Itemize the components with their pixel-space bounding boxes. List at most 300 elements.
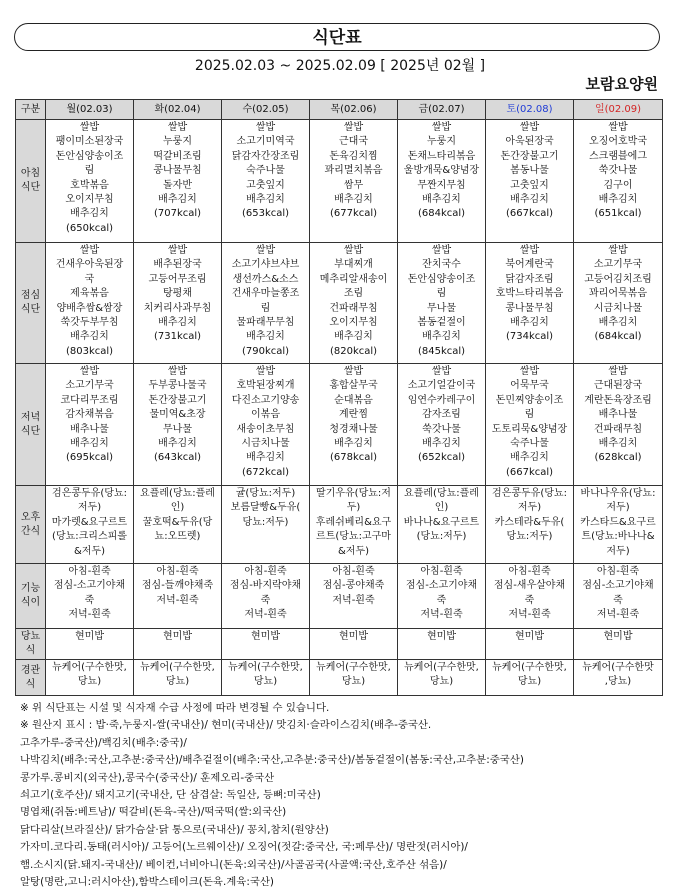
menu-item: 무나물: [163, 423, 192, 435]
menu-item: 현미밥: [163, 631, 192, 642]
menu-cell: [134, 486, 222, 564]
menu-item: 쌀밥: [608, 366, 628, 377]
row-label-text: 식: [25, 645, 36, 656]
menu-item: 호박느타리볶음: [495, 288, 564, 300]
menu-item: 점심-소고기야채: [582, 580, 654, 592]
menu-item: 바나나&요구르트: [403, 516, 480, 528]
row-label-text: 오후: [20, 511, 41, 523]
menu-item: 오이지무침: [329, 317, 378, 329]
menu-item: 돈육김치찜: [329, 150, 378, 162]
menu-item: 죽: [84, 594, 95, 606]
menu-item: (684kcal): [417, 208, 466, 220]
menu-item: (731kcal): [153, 331, 202, 343]
menu-item: 건새우아욱된장: [55, 259, 124, 271]
note-line: ※ 위 식단표는 시설 및 식자재 수급 사정에 따라 변경될 수 있습니다.: [20, 702, 330, 714]
menu-item: (당뇨:저두): [416, 531, 467, 543]
menu-item: 배추김치: [598, 194, 638, 206]
menu-cell: [310, 564, 398, 629]
menu-cell: [46, 629, 134, 660]
meal-row-breakfast: [16, 120, 663, 243]
meal-row-diabetic: [16, 629, 663, 660]
menu-item: (652kcal): [417, 452, 466, 464]
notes-section: [20, 700, 670, 891]
menu-item: (820kcal): [329, 345, 378, 357]
menu-item: 고춧잎지: [246, 179, 285, 191]
menu-item: 청경채나물: [329, 423, 378, 435]
menu-item: 코다리무조림: [60, 394, 119, 406]
menu-item: 돈안심양송이조: [407, 273, 476, 285]
menu-item: 뉴케어(구수한맛,: [404, 662, 479, 673]
menu-item: 쌀밥: [255, 245, 276, 256]
menu-item: 쑥갓나물: [422, 423, 461, 435]
meal-row-dinner: [16, 364, 663, 486]
menu-item: 현미밥: [515, 631, 544, 642]
menu-item: 림: [84, 165, 95, 177]
menu-item: 쌀밥: [519, 122, 540, 133]
menu-cell: [222, 660, 310, 696]
menu-item: 죽: [524, 594, 535, 606]
menu-cell: [46, 364, 134, 486]
menu-cell: [398, 660, 486, 696]
menu-cell: [398, 486, 486, 564]
menu-item: 무나물: [427, 302, 456, 314]
menu-item: 아침-흰죽: [156, 566, 199, 577]
menu-cell: [486, 486, 574, 564]
menu-item: 스크램블에그: [589, 150, 647, 162]
menu-cell: [222, 486, 310, 564]
menu-item: 쌀밥: [608, 122, 628, 133]
menu-item: 배추된장국: [153, 259, 202, 271]
menu-cell: [134, 629, 222, 660]
menu-item: 뉴케어(구수한맛,: [140, 662, 215, 673]
menu-item: 북어계란국: [505, 259, 554, 271]
menu-item: 제육볶음: [70, 288, 109, 300]
menu-item: 배추김치: [334, 194, 373, 206]
menu-item: 쌀밥: [519, 245, 540, 256]
menu-item: 쌀밥: [79, 122, 100, 133]
meal-row-lunch: [16, 243, 663, 364]
menu-cell: [574, 660, 663, 696]
menu-item: 저녁-흰죽: [508, 609, 551, 621]
menu-item: 탕평채: [163, 288, 192, 300]
menu-item: 소고기샤브샤브: [231, 259, 300, 271]
menu-item: 배추김치: [158, 317, 197, 329]
menu-item: 배추김치: [158, 438, 197, 450]
menu-cell: [310, 629, 398, 660]
menu-item: 닭감자조림: [505, 273, 554, 285]
menu-item: (653kcal): [241, 208, 290, 220]
menu-item: 배추김치: [422, 331, 461, 343]
menu-item: 팽이미소된장국: [55, 136, 124, 148]
menu-item: 배추김치: [422, 194, 461, 206]
menu-item: 당뇨): [253, 676, 278, 688]
meal-row-snack: [16, 486, 663, 564]
menu-item: 오이지무침: [65, 194, 114, 206]
menu-item: 돌자반: [163, 179, 192, 191]
menu-item: 카스테라&두유(: [494, 516, 565, 528]
menu-item: 배추김치: [510, 452, 549, 464]
menu-cell: [46, 564, 134, 629]
day-header-saturday: 토(02.08): [486, 100, 574, 120]
menu-item: 국: [84, 273, 95, 285]
menu-item: 배추김치: [158, 194, 197, 206]
menu-item: 저두): [77, 502, 102, 514]
menu-item: 홍합살무국: [329, 380, 378, 392]
menu-item: 근대된장국: [593, 380, 643, 392]
row-label-text: 식단: [20, 182, 41, 193]
menu-item: 배추김치: [422, 438, 461, 450]
menu-item: 봄동나물: [510, 165, 549, 177]
menu-item: 점심-소고기야채: [53, 580, 126, 592]
day-header-sunday: 일(02.09): [574, 100, 663, 120]
menu-item: 배추김치: [70, 208, 109, 220]
menu-item: (734kcal): [505, 331, 554, 343]
menu-item: 숙주나물: [510, 438, 549, 450]
menu-item: 저녁-흰죽: [596, 609, 640, 621]
menu-item: 현미밥: [603, 631, 633, 642]
row-label-text: 점심: [20, 290, 41, 301]
day-header: 수(02.05): [222, 100, 310, 120]
row-label-text: 식단: [20, 304, 41, 315]
note-line: 알탕(명란,고니:러시아산),함박스테이크(돈육.계육:국산): [20, 876, 274, 889]
menu-item: 후레쉬베리&요구: [315, 516, 392, 528]
menu-item: 딸기우유(당뇨:저: [316, 488, 391, 499]
menu-item: 두부콩나물국: [148, 380, 207, 392]
menu-cell: [134, 243, 222, 364]
menu-item: 림: [524, 409, 535, 421]
menu-item: 쌀밥: [343, 366, 364, 377]
row-label-text: 저녁: [20, 411, 41, 423]
menu-item: (628kcal): [594, 452, 642, 464]
menu-item: 저두): [606, 502, 630, 514]
menu-period: 2025.02.03 ~ 2025.02.09 [ 2025년 02월 ]: [194, 58, 486, 74]
menu-item: 잔치국수: [422, 259, 461, 271]
menu-item: 배추나물: [598, 409, 638, 421]
menu-item: 배추김치: [510, 317, 549, 329]
day-header-row: [16, 100, 663, 120]
menu-item: 쌀밥: [79, 366, 100, 377]
meal-row-label: [16, 564, 46, 629]
row-label-text: 식단: [20, 425, 41, 437]
menu-item: 배추김치: [246, 331, 285, 343]
menu-item: 숙주나물: [246, 165, 285, 177]
menu-cell: [310, 120, 398, 243]
menu-cell: [574, 120, 663, 243]
menu-item: 돈간장불고기: [148, 394, 207, 406]
menu-item: 뉴케어(구수한맛,: [316, 662, 391, 673]
menu-cell: [46, 243, 134, 364]
menu-item: 아침-흰죽: [420, 566, 463, 577]
menu-item: 계란돈육장조림: [584, 394, 652, 406]
menu-cell: [398, 120, 486, 243]
menu-item: 쌀밥: [167, 122, 188, 133]
menu-item: 돈안심양송이조: [55, 150, 124, 162]
menu-item: 무짠지무침: [417, 179, 466, 191]
menu-item: 소고기무국: [593, 259, 643, 271]
menu-item: 부대찌개: [334, 259, 373, 271]
menu-item: 배추김치: [70, 438, 109, 450]
menu-item: 저녁-흰죽: [420, 609, 463, 621]
menu-item: 쌀밥: [79, 245, 100, 256]
menu-item: 배추나물: [70, 423, 109, 435]
menu-item: 아침-흰죽: [332, 566, 375, 577]
menu-item: (672kcal): [241, 466, 290, 478]
note-line: ※ 원산지 표시 : 밥·죽,누룽지-쌀(국내산)/ 현미(국내산)/ 맛김치·슬라이스김치(배추-중국산.: [20, 719, 432, 732]
menu-cell: [574, 486, 663, 564]
menu-item: 죽: [260, 594, 271, 606]
menu-item: 콩나물무침: [505, 302, 554, 314]
menu-item: 고춧잎지: [510, 179, 549, 191]
menu-item: 검은콩두유(당뇨:: [492, 488, 567, 499]
menu-item: 아침-흰죽: [596, 566, 640, 577]
menu-item: 쌀밥: [255, 122, 276, 133]
menu-item: 쑥갓나물: [598, 165, 638, 177]
menu-item: 보름달빵&두유(: [230, 502, 301, 514]
menu-item: 림: [260, 302, 271, 314]
row-label-text: 경관: [20, 664, 41, 676]
menu-item: 림: [436, 288, 447, 300]
meal-row-label: [16, 243, 46, 364]
menu-item: (667kcal): [505, 208, 554, 220]
menu-item: 쌀밥: [431, 245, 452, 256]
menu-cell: [486, 364, 574, 486]
menu-cell: [398, 243, 486, 364]
menu-item: (707kcal): [153, 208, 202, 220]
menu-item: 점심-소고기야채: [405, 580, 478, 592]
menu-item: 저녁-흰죽: [244, 609, 287, 621]
menu-item: 저두): [606, 545, 630, 557]
menu-item: 누룽지: [163, 136, 192, 148]
menu-item: 건파래무침: [329, 302, 378, 314]
menu-cell: [398, 364, 486, 486]
menu-item: 물미역&초장: [149, 409, 206, 421]
meal-row-label: [16, 486, 46, 564]
menu-cell: [222, 629, 310, 660]
menu-item: 소고기얼갈이국: [407, 380, 476, 392]
menu-item: 꿀호떡&두유(당: [142, 516, 213, 528]
menu-item: 쌀밥: [167, 245, 188, 256]
menu-item: 뉴케어(구수한맛,: [492, 662, 567, 673]
menu-item: 쌀밥: [343, 245, 364, 256]
menu-item: 르트(당뇨:고구마: [316, 531, 391, 543]
menu-item: 돈민찌양송이조: [495, 394, 564, 406]
menu-item: 누룽지: [427, 136, 456, 148]
menu-item: 바나나우유(당뇨:: [580, 488, 656, 499]
menu-item: 임연수카레구이: [407, 394, 476, 406]
menu-item: 생선까스&소스: [232, 273, 299, 285]
menu-item: 점심-새우살야채: [493, 580, 566, 592]
menu-item: 봄동겉절이: [417, 317, 466, 329]
menu-cell: [398, 564, 486, 629]
menu-item: 건파래무침: [593, 423, 643, 435]
menu-cell: [574, 564, 663, 629]
menu-item: 메추리알새송이: [319, 273, 388, 285]
menu-item: (684kcal): [594, 331, 642, 343]
menu-item: &저두): [73, 545, 106, 557]
menu-item: 배추김치: [334, 438, 373, 450]
menu-item: 고등어무조림: [148, 273, 207, 285]
menu-item: 근대국: [339, 136, 368, 148]
menu-item: 오징어호박국: [589, 136, 647, 148]
organization-name: 보람요양원: [585, 75, 658, 93]
menu-item: 쌈무: [343, 179, 364, 191]
menu-item: 도토리묵&양념장: [491, 423, 568, 435]
menu-item: 아욱된장국: [505, 136, 554, 148]
menu-cell: [222, 120, 310, 243]
menu-item: 꽈리어묵볶음: [589, 288, 647, 300]
menu-item: 쌀밥: [608, 245, 628, 256]
menu-item: (678kcal): [329, 452, 378, 464]
menu-cell: [134, 120, 222, 243]
menu-item: 쌀밥: [431, 122, 452, 133]
menu-item: 당뇨): [429, 676, 454, 688]
menu-item: 아침-흰죽: [508, 566, 551, 577]
menu-cell: [486, 243, 574, 364]
menu-item: 죽: [436, 594, 447, 606]
menu-cell: [134, 564, 222, 629]
menu-item: 죽: [613, 594, 623, 606]
menu-cell: [310, 364, 398, 486]
menu-cell: [310, 486, 398, 564]
menu-cell: [574, 243, 663, 364]
menu-item: 당뇨:저두): [242, 516, 289, 528]
menu-item: 점심-들깨야채죽: [141, 580, 214, 592]
menu-item: 인): [434, 502, 449, 514]
menu-item: 귤(당뇨:저두): [235, 488, 296, 499]
menu-item: 순대볶음: [334, 394, 373, 406]
meal-row-tube-feeding: [16, 660, 663, 696]
menu-cell: [134, 660, 222, 696]
menu-item: 배추김치: [70, 331, 109, 343]
menu-item: 돈간장불고기: [500, 150, 559, 162]
menu-item: (677kcal): [329, 208, 378, 220]
menu-item: 배추김치: [246, 194, 285, 206]
meal-row-label: [16, 660, 46, 696]
menu-item: 요플레(당뇨:플레: [140, 488, 215, 499]
note-line: 나박김치(배추:국산,고추분:중국산)/배추겉절이(배추:국산,고추분:중국산)/봄동겉절이(봄동:국산,고추분:중국산): [20, 754, 524, 767]
menu-item: 어묵무국: [510, 380, 549, 392]
menu-item: 시금치나물: [241, 438, 290, 450]
menu-item: 쌀밥: [255, 366, 276, 377]
menu-item: 감자조림: [422, 409, 461, 421]
menu-item: 저녁-흰죽: [332, 594, 375, 606]
menu-item: 이볶음: [251, 409, 280, 421]
menu-cell: [222, 243, 310, 364]
menu-item: 점심-콩야채죽: [322, 580, 385, 592]
meal-row-label: [16, 120, 46, 243]
menu-item: (845kcal): [417, 345, 466, 357]
menu-cell: [574, 364, 663, 486]
menu-item: 떡갈비조림: [153, 150, 202, 162]
menu-item: 호박볶음: [70, 179, 109, 191]
note-line: 햄.소시지(닭.돼지-국내산)/ 베이컨,너비아니(돈육:외국산)/사골곰국(사골액:국산,호주산 섞음)/: [20, 858, 447, 871]
menu-item: 소고기미역국: [236, 136, 295, 148]
menu-item: 당뇨:저두): [506, 531, 553, 543]
menu-item: 양배추쌈&쌈장: [56, 302, 123, 314]
menu-item: 저두): [517, 502, 542, 514]
menu-item: 꽈리멸치볶음: [324, 165, 383, 177]
note-line: 쇠고기(호주산)/ 돼지고기(국내산, 단 삼겹살: 독일산, 등뼈:미국산): [20, 789, 321, 802]
menu-item: (650kcal): [65, 222, 114, 234]
menu-item: 저녁-흰죽: [156, 594, 199, 606]
menu-item: 쑥갓두부무침: [60, 317, 119, 329]
menu-item: 뉴케어(구수한맛: [582, 662, 654, 673]
row-label-text: 아침: [20, 168, 41, 179]
menu-item: ,당뇨): [604, 676, 632, 688]
note-line: 고추가루-중국산)/백김치(배추:중국)/: [20, 736, 187, 749]
menu-item: 새송이초무침: [236, 423, 295, 435]
menu-item: 점심-바지락야채: [229, 580, 302, 592]
menu-item: 배추김치: [510, 194, 549, 206]
menu-cell: [486, 120, 574, 243]
menu-item: 소고기무국: [65, 380, 114, 392]
menu-item: 고등어김치조림: [584, 273, 652, 285]
menu-item: 현미밥: [251, 631, 280, 642]
day-header: 목(02.06): [310, 100, 398, 120]
menu-cell: [46, 120, 134, 243]
menu-cell: [574, 629, 663, 660]
menu-item: (695kcal): [65, 452, 114, 464]
meal-row-label: [16, 629, 46, 660]
menu-item: 검은콩두유(당뇨:: [52, 488, 127, 499]
menu-cell: [310, 660, 398, 696]
menu-item: (790kcal): [241, 345, 290, 357]
menu-item: (803kcal): [65, 345, 114, 357]
menu-item: 트(당뇨:바나나&: [581, 531, 655, 543]
day-header: 금(02.07): [398, 100, 486, 120]
menu-cell: [134, 364, 222, 486]
menu-item: 시금치나물: [593, 302, 643, 314]
note-line: 가자미.코다리.동태(러시아)/ 고등어(노르웨이산)/ 오징어(젓갈:중국산, 국:페루산)/ 명란젓(러시아)/: [20, 841, 468, 854]
note-line: 닭다리살(브라질산)/ 닭가슴살·닭 통으로(국내산)/ 꽁치,참치(원양산): [20, 823, 329, 836]
menu-item: (667kcal): [505, 466, 554, 478]
day-header: 월(02.03): [46, 100, 134, 120]
menu-item: 김구이: [603, 179, 633, 191]
menu-item: 당뇨): [165, 676, 190, 688]
meal-row-label: [16, 364, 46, 486]
menu-cell: [486, 564, 574, 629]
menu-item: 치커리사과무침: [143, 302, 212, 314]
menu-item: 배추김치: [598, 438, 638, 450]
menu-item: 마가렛&요구르트: [51, 516, 128, 528]
row-label-text: 간식: [20, 525, 41, 537]
menu-item: 닭감자간장조림: [231, 150, 300, 162]
menu-cell: [46, 486, 134, 564]
menu-item: 돈채느타리볶음: [407, 150, 476, 162]
day-header: 화(02.04): [134, 100, 222, 120]
menu-item: 조림: [343, 288, 364, 300]
note-line: 명엽채(쥐돔:베트남)/ 떡갈비(돈육-국산)/떡국떡(쌀:외국산): [20, 806, 287, 819]
meal-plan-table: [15, 99, 663, 696]
menu-item: 아침-흰죽: [244, 566, 287, 577]
row-label-text: 기능: [20, 583, 41, 594]
menu-item: 현미밥: [339, 631, 368, 642]
menu-item: 뉴케어(구수한맛,: [52, 662, 127, 673]
menu-cell: [398, 629, 486, 660]
menu-cell: [46, 660, 134, 696]
menu-item: 물파래무무침: [236, 317, 295, 329]
menu-item: 쌀밥: [343, 122, 364, 133]
menu-item: 배추김치: [246, 452, 285, 464]
menu-item: 울방개묵&양념장: [403, 165, 480, 177]
corner-label: 구분: [16, 100, 46, 120]
menu-item: 쌀밥: [431, 366, 452, 377]
menu-item: 계란찜: [339, 409, 368, 421]
menu-item: 배추김치: [598, 317, 638, 329]
menu-item: 당뇨): [517, 676, 542, 688]
menu-cell: [222, 364, 310, 486]
menu-item: 아침-흰죽: [68, 566, 111, 577]
